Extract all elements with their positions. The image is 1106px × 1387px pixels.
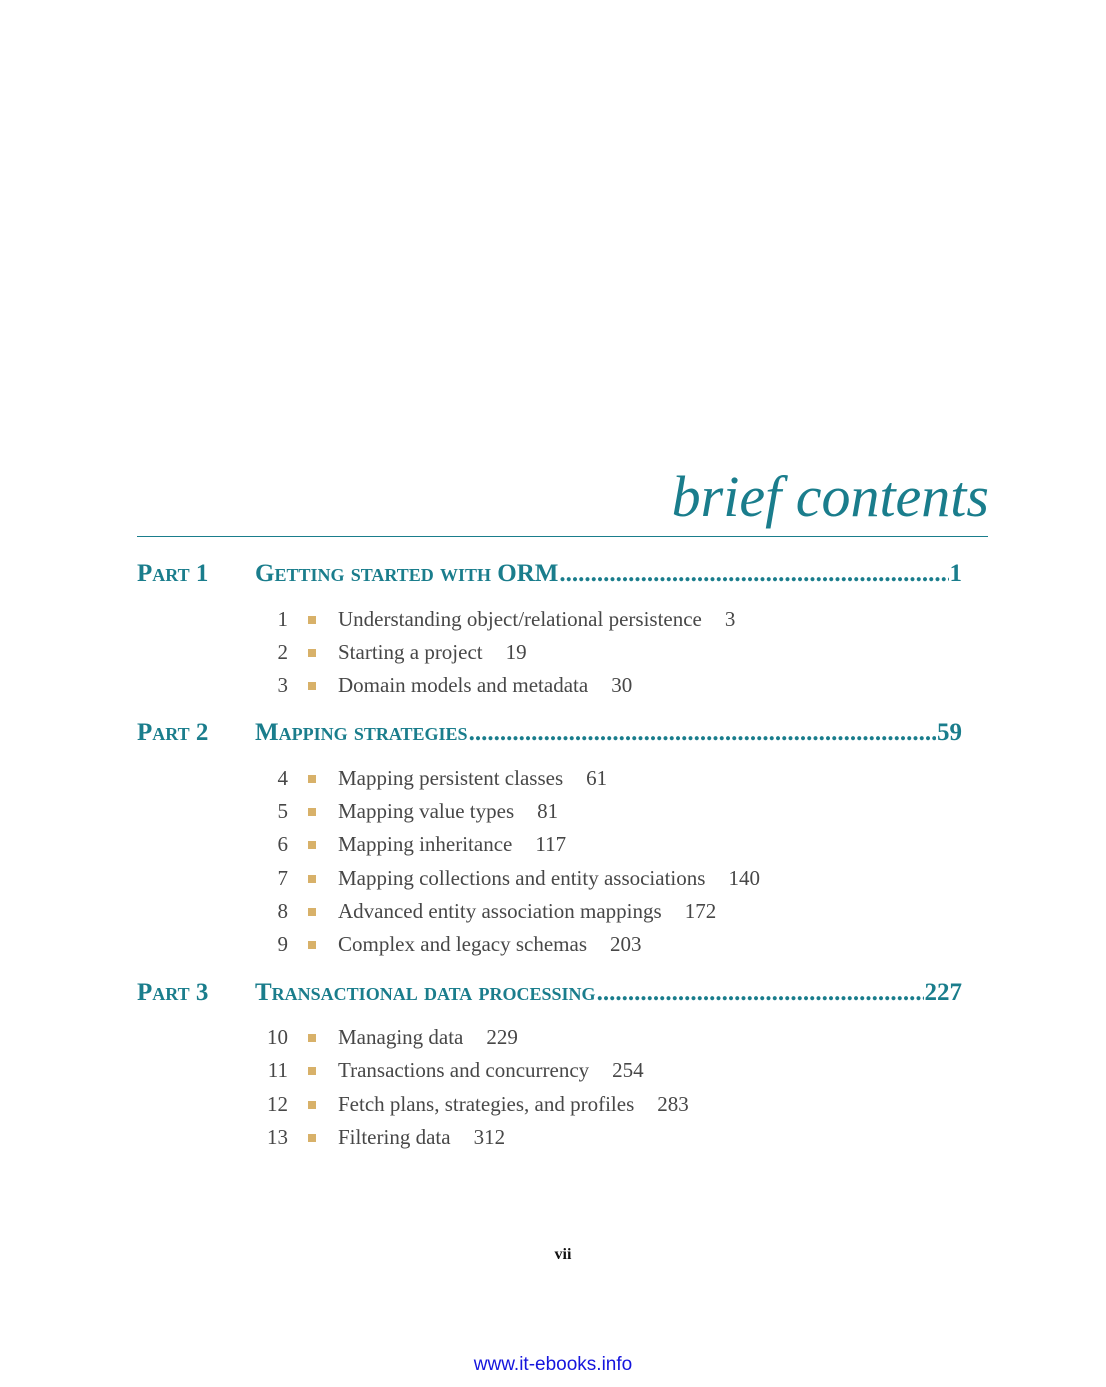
part-heading-3 <box>137 979 962 1013</box>
chapter-entry <box>250 766 607 796</box>
chapter-number: 3 <box>277 673 288 697</box>
chapter-page-number: 283 <box>657 1092 689 1116</box>
chapter-title: Transactions and concurrency <box>338 1058 590 1082</box>
part-page-number: 59 <box>937 719 962 746</box>
title-rule <box>137 536 988 537</box>
part-label: Part 1 <box>137 560 209 587</box>
dot-leader <box>597 979 924 1007</box>
chapter-number: 8 <box>277 899 288 923</box>
chapter-page-number: 61 <box>586 766 608 790</box>
chapter-entry <box>250 832 566 862</box>
square-bullet-icon <box>308 649 316 657</box>
chapter-entry <box>250 1025 518 1055</box>
chapter-page-number: 19 <box>505 640 527 664</box>
chapter-page-number: 117 <box>535 832 567 856</box>
page-title: brief contents <box>671 464 989 529</box>
part-heading-2 <box>137 719 962 753</box>
chapter-title: Fetch plans, strategies, and profiles <box>338 1092 635 1116</box>
part-label: Part 3 <box>137 979 209 1006</box>
chapter-entry <box>250 673 632 703</box>
chapter-page-number: 3 <box>724 607 736 631</box>
chapter-entry <box>250 1058 644 1088</box>
chapter-entry <box>250 640 527 670</box>
chapter-title: Mapping persistent classes <box>338 766 564 790</box>
part-title: Transactional data processing <box>255 979 596 1006</box>
part-title: Getting started with ORM <box>255 560 559 587</box>
chapter-title: Mapping inheritance <box>338 832 513 856</box>
chapter-title: Starting a project <box>338 640 483 664</box>
part-page-number: 1 <box>949 560 962 587</box>
part-title: Mapping strategies <box>255 719 468 746</box>
square-bullet-icon <box>308 1134 316 1142</box>
dot-leader <box>469 719 936 747</box>
square-bullet-icon <box>308 841 316 849</box>
chapter-number: 10 <box>267 1025 288 1049</box>
chapter-number: 12 <box>267 1092 288 1116</box>
square-bullet-icon <box>308 808 316 816</box>
chapter-number: 6 <box>277 832 288 856</box>
chapter-title: Complex and legacy schemas <box>338 932 588 956</box>
chapter-title: Mapping collections and entity associations <box>338 866 706 890</box>
chapter-number: 1 <box>277 607 288 631</box>
website-link[interactable]: www.it-ebooks.info <box>473 1354 633 1375</box>
chapter-page-number: 203 <box>610 932 642 956</box>
chapter-page-number: 254 <box>612 1058 644 1082</box>
dot-leader <box>559 560 948 588</box>
chapter-title: Domain models and metadata <box>338 673 589 697</box>
chapter-number: 9 <box>277 932 288 956</box>
chapter-entry <box>250 607 735 637</box>
chapter-entry <box>250 1125 505 1155</box>
square-bullet-icon <box>308 1101 316 1109</box>
chapter-title: Mapping value types <box>338 799 515 823</box>
chapter-title: Advanced entity association mappings <box>338 899 662 923</box>
part-page-number: 227 <box>924 979 962 1006</box>
chapter-number: 11 <box>267 1058 288 1082</box>
chapter-entry <box>250 932 642 962</box>
chapter-number: 13 <box>267 1125 288 1149</box>
chapter-number: 7 <box>277 866 288 890</box>
part-heading-1 <box>137 560 962 594</box>
chapter-page-number: 312 <box>473 1125 506 1149</box>
square-bullet-icon <box>308 1034 316 1042</box>
chapter-page-number: 229 <box>486 1025 518 1049</box>
page-number: vii <box>554 1246 572 1263</box>
square-bullet-icon <box>308 616 316 624</box>
chapter-page-number: 30 <box>611 673 633 697</box>
chapter-title: Managing data <box>338 1025 464 1049</box>
chapter-entry <box>250 799 558 829</box>
square-bullet-icon <box>308 682 316 690</box>
chapter-page-number: 81 <box>537 799 559 823</box>
chapter-number: 5 <box>277 799 288 823</box>
part-label: Part 2 <box>137 719 209 746</box>
chapter-entry <box>250 899 716 929</box>
square-bullet-icon <box>308 875 316 883</box>
chapter-number: 4 <box>277 766 288 790</box>
chapter-page-number: 172 <box>684 899 717 923</box>
square-bullet-icon <box>308 941 316 949</box>
chapter-page-number: 140 <box>728 866 760 890</box>
square-bullet-icon <box>308 775 316 783</box>
chapter-title: Understanding object/relational persistence <box>338 607 702 631</box>
chapter-number: 2 <box>277 640 288 664</box>
chapter-entry <box>250 1092 689 1122</box>
square-bullet-icon <box>308 908 316 916</box>
chapter-title: Filtering data <box>338 1125 451 1149</box>
chapter-entry <box>250 866 760 896</box>
square-bullet-icon <box>308 1067 316 1075</box>
